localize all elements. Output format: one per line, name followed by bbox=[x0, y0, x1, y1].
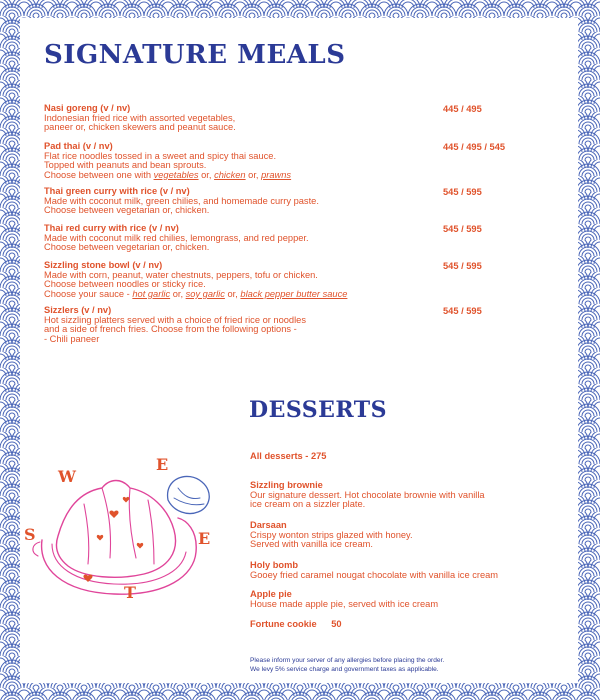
art-letter-w: W bbox=[58, 467, 76, 486]
desserts-heading: DESSERTS bbox=[249, 397, 388, 423]
price: 545 / 595 bbox=[443, 306, 482, 316]
dessert-name: Darsaan bbox=[250, 520, 287, 530]
dessert-desc: Served with vanilla ice cream. bbox=[250, 539, 373, 550]
option-vegetables: vegetables bbox=[153, 169, 199, 180]
menu-item-sizzlers bbox=[44, 306, 306, 344]
dessert-darsaan bbox=[250, 521, 413, 550]
item-desc: Hot sizzling platters served with a choice of fried rice or noodles bbox=[44, 314, 306, 325]
item-name: Sizzlers (v / nv) bbox=[44, 305, 112, 315]
item-choose-line bbox=[44, 171, 291, 181]
tax-note: We levy 5% service charge and government taxes as applicable. bbox=[250, 665, 439, 673]
dessert-fortune-cookie bbox=[250, 620, 342, 630]
item-name: Pad thai (v / nv) bbox=[44, 141, 113, 151]
art-letter-e2: E bbox=[198, 529, 211, 548]
menu-item-nasi-goreng bbox=[44, 104, 236, 133]
item-name: Sizzling stone bowl (v / nv) bbox=[44, 260, 163, 270]
dessert-desc: Crispy wonton strips glazed with honey. bbox=[250, 529, 413, 540]
sauce-prefix: Choose your sauce - bbox=[44, 288, 133, 299]
allergy-note: Please inform your server of any allergies before placing the order. bbox=[250, 657, 445, 664]
item-desc: Flat rice noodles tossed in a sweet and spicy thai sauce. bbox=[44, 150, 277, 161]
all-desserts-price bbox=[250, 452, 326, 462]
separator: or, bbox=[170, 288, 186, 299]
separator: or, bbox=[245, 169, 262, 180]
dessert-desc: Gooey fried caramel nougat chocolate with vanilla ice cream bbox=[250, 569, 499, 580]
dessert-name: Sizzling brownie bbox=[250, 480, 323, 490]
item-desc: Indonesian fried rice with assorted vegetables, bbox=[44, 112, 236, 123]
option-soy-garlic: soy garlic bbox=[185, 288, 225, 299]
item-desc: Made with corn, peanut, water chestnuts, peppers, tofu or chicken. bbox=[44, 269, 318, 280]
item-desc: - Chili paneer bbox=[44, 333, 100, 344]
dessert-name: Apple pie bbox=[250, 589, 292, 599]
dessert-desc: ice cream on a sizzler plate. bbox=[250, 499, 366, 510]
dessert-sizzling-brownie bbox=[250, 481, 485, 510]
price: 545 / 595 bbox=[443, 224, 482, 234]
menu-item-pad-thai bbox=[44, 142, 291, 180]
choose-prefix: Choose between one with bbox=[44, 169, 154, 180]
item-desc: Made with coconut milk red chilies, lemongrass, and red pepper. bbox=[44, 232, 309, 243]
item-desc: Choose between noodles or sticky rice. bbox=[44, 279, 206, 290]
sweet-dumpling-illustration bbox=[18, 448, 233, 608]
price: 445 / 495 bbox=[443, 104, 482, 114]
footer-note bbox=[250, 657, 444, 674]
price: 445 / 495 / 545 bbox=[443, 142, 506, 152]
separator: or, bbox=[198, 169, 215, 180]
art-letter-t: T bbox=[124, 583, 136, 602]
dessert-desc: Our signature dessert. Hot chocolate brownie with vanilla bbox=[250, 489, 485, 500]
option-black-pepper-butter-sauce: black pepper butter sauce bbox=[240, 288, 348, 299]
item-desc: Choose between vegetarian or, chicken. bbox=[44, 242, 210, 253]
menu-item-thai-red-curry bbox=[44, 224, 309, 253]
menu-item-sizzling-stone-bowl bbox=[44, 261, 347, 299]
all-desserts-label: All desserts - 275 bbox=[250, 451, 327, 461]
price: 545 / 595 bbox=[443, 187, 482, 197]
option-hot-garlic: hot garlic bbox=[132, 288, 171, 299]
art-letter-s: S bbox=[24, 525, 36, 544]
option-chicken: chicken bbox=[214, 169, 246, 180]
item-name: Thai green curry with rice (v / nv) bbox=[44, 186, 190, 196]
dessert-apple-pie bbox=[250, 590, 438, 609]
item-desc: Choose between vegetarian or, chicken. bbox=[44, 205, 210, 216]
option-prawns: prawns bbox=[261, 169, 292, 180]
signature-meals-heading: SIGNATURE MEALS bbox=[44, 40, 346, 70]
item-name: Nasi goreng (v / nv) bbox=[44, 103, 131, 113]
art-letter-e1: E bbox=[156, 455, 169, 474]
price: 545 / 595 bbox=[443, 261, 482, 271]
item-desc: Made with coconut milk, green chilies, and homemade curry paste. bbox=[44, 195, 319, 206]
item-name: Thai red curry with rice (v / nv) bbox=[44, 223, 179, 233]
dessert-desc: House made apple pie, served with ice cream bbox=[250, 598, 439, 609]
dessert-name: Holy bomb bbox=[250, 560, 299, 570]
item-desc: paneer or, chicken skewers and peanut sauce. bbox=[44, 122, 236, 133]
price: 50 bbox=[331, 619, 342, 629]
dessert-name: Fortune cookie bbox=[250, 619, 317, 629]
dessert-holy-bomb bbox=[250, 561, 498, 580]
menu-item-thai-green-curry bbox=[44, 187, 319, 216]
item-desc: Topped with peanuts and bean sprouts. bbox=[44, 160, 207, 171]
item-sauce-line bbox=[44, 290, 347, 300]
separator: or, bbox=[224, 288, 241, 299]
item-desc: and a side of french fries. Choose from the following options - bbox=[44, 324, 297, 335]
